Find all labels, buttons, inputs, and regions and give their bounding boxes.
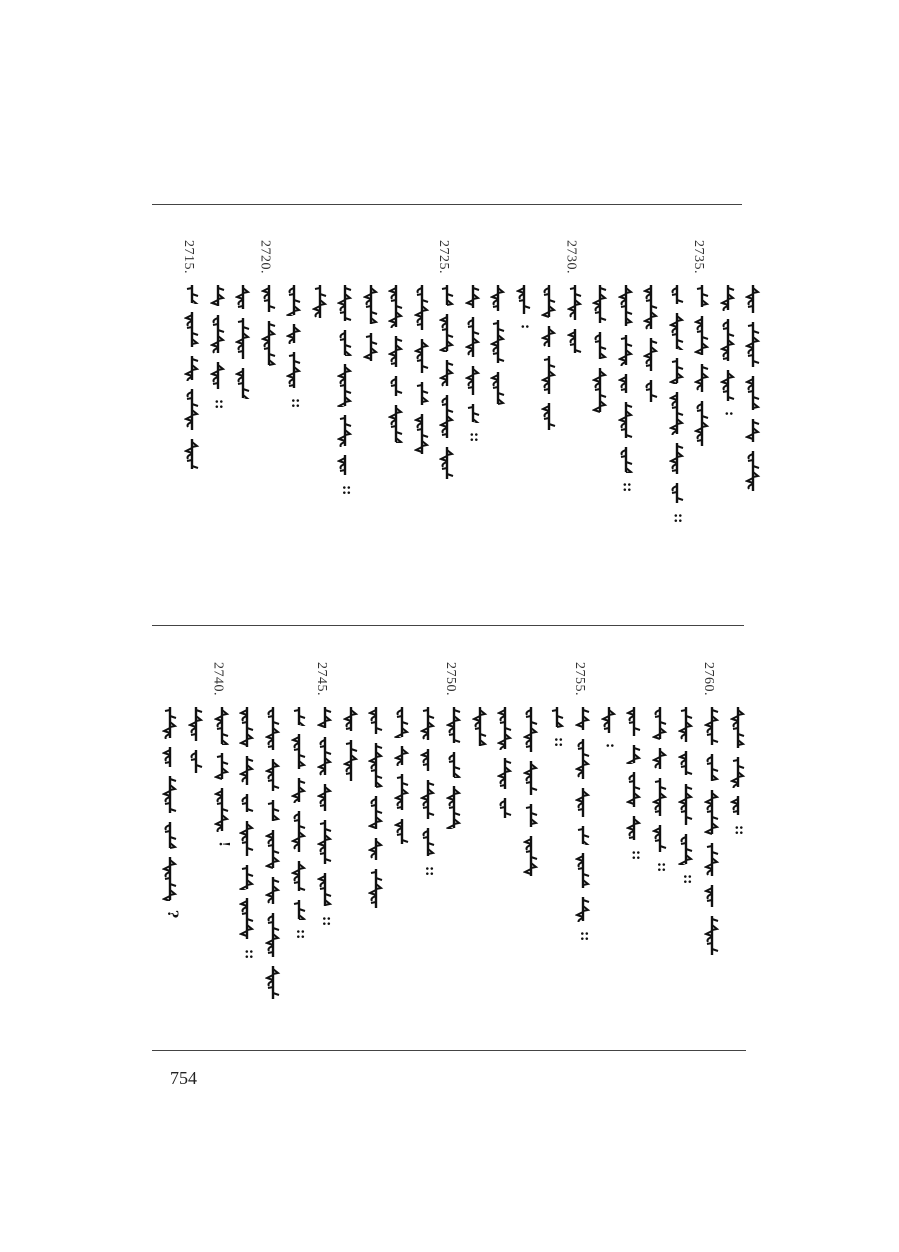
line-number: 2715. [181,240,196,274]
mongolian-word [317,736,333,776]
mongolian-word [678,750,694,776]
mongolian-word [465,403,481,423]
mongolian-word [184,311,200,348]
mongolian-word [601,706,617,734]
mongolian-word [439,394,455,439]
mongolian-word [592,367,608,413]
mongolian-word [214,752,230,780]
mongolian-word [694,284,710,308]
mongolian-word [745,284,761,314]
mongolian-word [652,824,668,853]
mongolian-word [239,793,255,813]
mongolian-word [652,777,668,817]
mongolian-word [465,316,481,358]
mongolian-word [669,357,685,384]
mongolian-word [414,381,430,406]
mongolian-word [239,755,255,786]
mongolian-word [704,753,720,782]
mongolian-word [420,779,436,820]
mongolian-word [265,799,281,822]
mongolian-word [549,706,565,728]
mongolian-word [312,284,328,319]
end-punctuation: : [602,743,619,749]
end-punctuation: :: [576,931,593,942]
mongolian-word [388,335,404,368]
mongolian-word [414,413,430,455]
mongolian-word [420,827,436,857]
mongolian-word [184,284,200,304]
mongolian-word [669,312,685,350]
mongolian-word [343,706,359,732]
end-punctuation: ! [215,841,232,848]
line-number: 2725. [436,240,451,274]
mongolian-word [214,706,230,745]
mongolian-word [388,284,404,328]
mongolian-word [618,334,634,366]
mongolian-word [446,706,462,744]
mongolian-word [265,706,281,751]
mongolian-word [265,965,281,1000]
mongolian-word [497,706,513,750]
mongolian-word [420,748,436,772]
mongolian-word [678,833,694,865]
mongolian-word [394,745,410,766]
mongolian-word [291,810,307,853]
mongolian-word [669,284,685,305]
mongolian-word [265,758,281,792]
end-punctuation: :: [466,432,483,443]
mongolian-word [465,365,481,396]
mongolian-word [261,284,277,313]
page-number: 754 [170,1068,197,1088]
mongolian-word [490,371,506,405]
mongolian-word [184,355,200,381]
end-punctuation: :: [670,513,687,524]
mongolian-word [235,367,251,399]
mongolian-word [188,706,204,742]
mongolian-word [265,876,281,905]
mongolian-word [745,418,761,443]
mongolian-word [730,706,746,749]
line-number: 2755. [571,662,587,696]
mongolian-word [394,706,410,738]
mongolian-word [394,818,410,845]
mongolian-word [439,284,455,306]
end-punctuation: :: [339,485,355,496]
mongolian-word [720,318,736,362]
mongolian-word [575,825,591,845]
mongolian-word [337,363,353,407]
mongolian-word [239,897,255,940]
mongolian-word [678,783,694,826]
mongolian-word [162,821,178,849]
mongolian-word [184,388,200,431]
mongolian-word [286,351,302,389]
mongolian-word [162,856,178,901]
mongolian-word [626,744,642,764]
mongolian-word [239,864,255,890]
mongolian-word [490,319,506,364]
mongolian-word [446,785,462,829]
mongolian-word [317,872,333,907]
mongolian-word [497,757,513,790]
mongolian-word [337,454,353,476]
mongolian-word [162,746,178,768]
mongolian-word [567,328,583,354]
mongolian-word [286,284,302,316]
mongolian-word [239,820,255,857]
mongolian-word [575,706,591,731]
mongolian-word [265,912,281,958]
mongolian-word [541,284,557,318]
mongolian-word [626,771,642,808]
mongolian-word [643,379,659,403]
mongolian-word [730,795,746,816]
mongolian-word [439,313,455,352]
mongolian-word [643,284,659,330]
top-rule [152,204,742,205]
mongolian-word [337,329,353,356]
end-punctuation: :: [551,737,567,748]
mongolian-word [669,482,685,504]
mongolian-word [745,450,761,492]
verse-line [724,662,754,992]
mongolian-word [694,315,710,356]
end-punctuation: :: [288,398,304,409]
mongolian-word [394,773,410,811]
mongolian-word [523,706,539,753]
end-punctuation: :: [318,916,335,927]
end-punctuation: :: [293,929,309,940]
mongolian-word [745,375,761,411]
mongolian-word [626,706,642,737]
end-punctuation: :: [731,825,748,836]
end-punctuation: : [517,324,534,330]
mongolian-word [704,842,720,877]
mongolian-word [291,706,307,726]
end-punctuation: :: [654,862,671,873]
mongolian-word [694,363,710,393]
mongolian-word [720,284,736,311]
mongolian-word [439,446,455,480]
mongolian-word [694,400,710,447]
mongolian-word [368,868,384,909]
mongolian-word [210,361,226,390]
line-number: 2760. [700,662,716,696]
line-number: 2730. [563,240,579,274]
mongolian-word [567,284,583,321]
mongolian-word [261,320,277,366]
mongolian-word [523,803,539,828]
mongolian-word [235,284,251,310]
end-punctuation: :: [422,866,438,877]
mongolian-word [414,338,430,374]
mongolian-word [235,317,251,360]
mongolian-word [516,284,532,315]
mongolian-word [523,835,539,877]
mongolian-word [575,738,591,780]
line-number: 2720. [257,240,273,274]
mongolian-word [472,706,488,747]
mongolian-word [652,706,668,740]
mongolian-word [730,756,746,788]
mongolian-word [291,860,307,892]
mongolian-word [592,284,608,324]
end-punctuation: :: [628,850,645,861]
mongolian-word [720,369,736,402]
end-punctuation: :: [211,399,228,410]
mongolian-word [337,284,353,322]
mongolian-word [337,414,353,447]
mongolian-word [317,783,333,812]
mongolian-word [388,404,404,443]
line-number: 2745. [313,662,329,696]
mongolian-word [446,751,462,778]
mongolian-word [618,401,634,439]
mongolian-word [575,896,591,922]
mongolian-word [592,331,608,360]
mongolian-word [575,787,591,818]
mongolian-word [363,284,379,325]
end-punctuation: ? [164,910,180,919]
mongolian-word [618,373,634,394]
mongolian-word [541,355,557,395]
mongolian-word [618,284,634,327]
mongolian-word [643,337,659,372]
mongolian-word [368,706,384,735]
mongolian-word [678,706,694,743]
mongolian-word [265,829,281,869]
bottom-rule [152,1050,746,1051]
middle-rule [152,625,744,626]
mongolian-word [669,442,685,475]
mongolian-word [490,284,506,312]
mongolian-word [162,706,178,739]
end-punctuation: :: [680,874,696,885]
line-number: 2750. [442,662,458,696]
mongolian-word [317,706,333,729]
mongolian-word [368,742,384,788]
mongolian-word [184,438,200,470]
mongolian-word [286,323,302,344]
verse-line [739,240,769,570]
mongolian-word [368,837,384,861]
mongolian-word [291,733,307,770]
mongolian-word [497,797,513,819]
mongolian-word [210,284,226,307]
mongolian-word [388,375,404,397]
mongolian-word [618,446,634,473]
line-number: 2740. [210,662,226,696]
mongolian-word [414,284,430,331]
mongolian-word [465,284,481,309]
mongolian-word [523,760,539,796]
end-punctuation: :: [241,949,258,960]
mongolian-word [239,706,255,748]
mongolian-word [704,706,720,746]
mongolian-word [188,749,204,774]
mongolian-word [343,739,359,782]
mongolian-word [626,815,642,841]
mongolian-word [541,325,557,348]
mongolian-word [368,795,384,830]
mongolian-word [745,321,761,368]
mongolian-word [541,402,557,431]
mongolian-word [291,777,307,803]
mongolian-word [162,775,178,814]
end-punctuation: :: [619,482,636,493]
mongolian-word [420,706,436,741]
end-punctuation: : [721,411,738,417]
mongolian-word [704,915,720,956]
mongolian-word [704,789,720,835]
mongolian-word [317,819,333,865]
mongolian-word [291,899,307,920]
mongolian-word [439,359,455,387]
mongolian-word [363,332,379,362]
mongolian-word [575,852,591,889]
mongolian-word [652,747,668,770]
mongolian-word [704,884,720,908]
line-number: 2735. [691,240,706,274]
mongolian-word [669,391,685,435]
mongolian-word [210,314,226,354]
mongolian-word [214,787,230,832]
